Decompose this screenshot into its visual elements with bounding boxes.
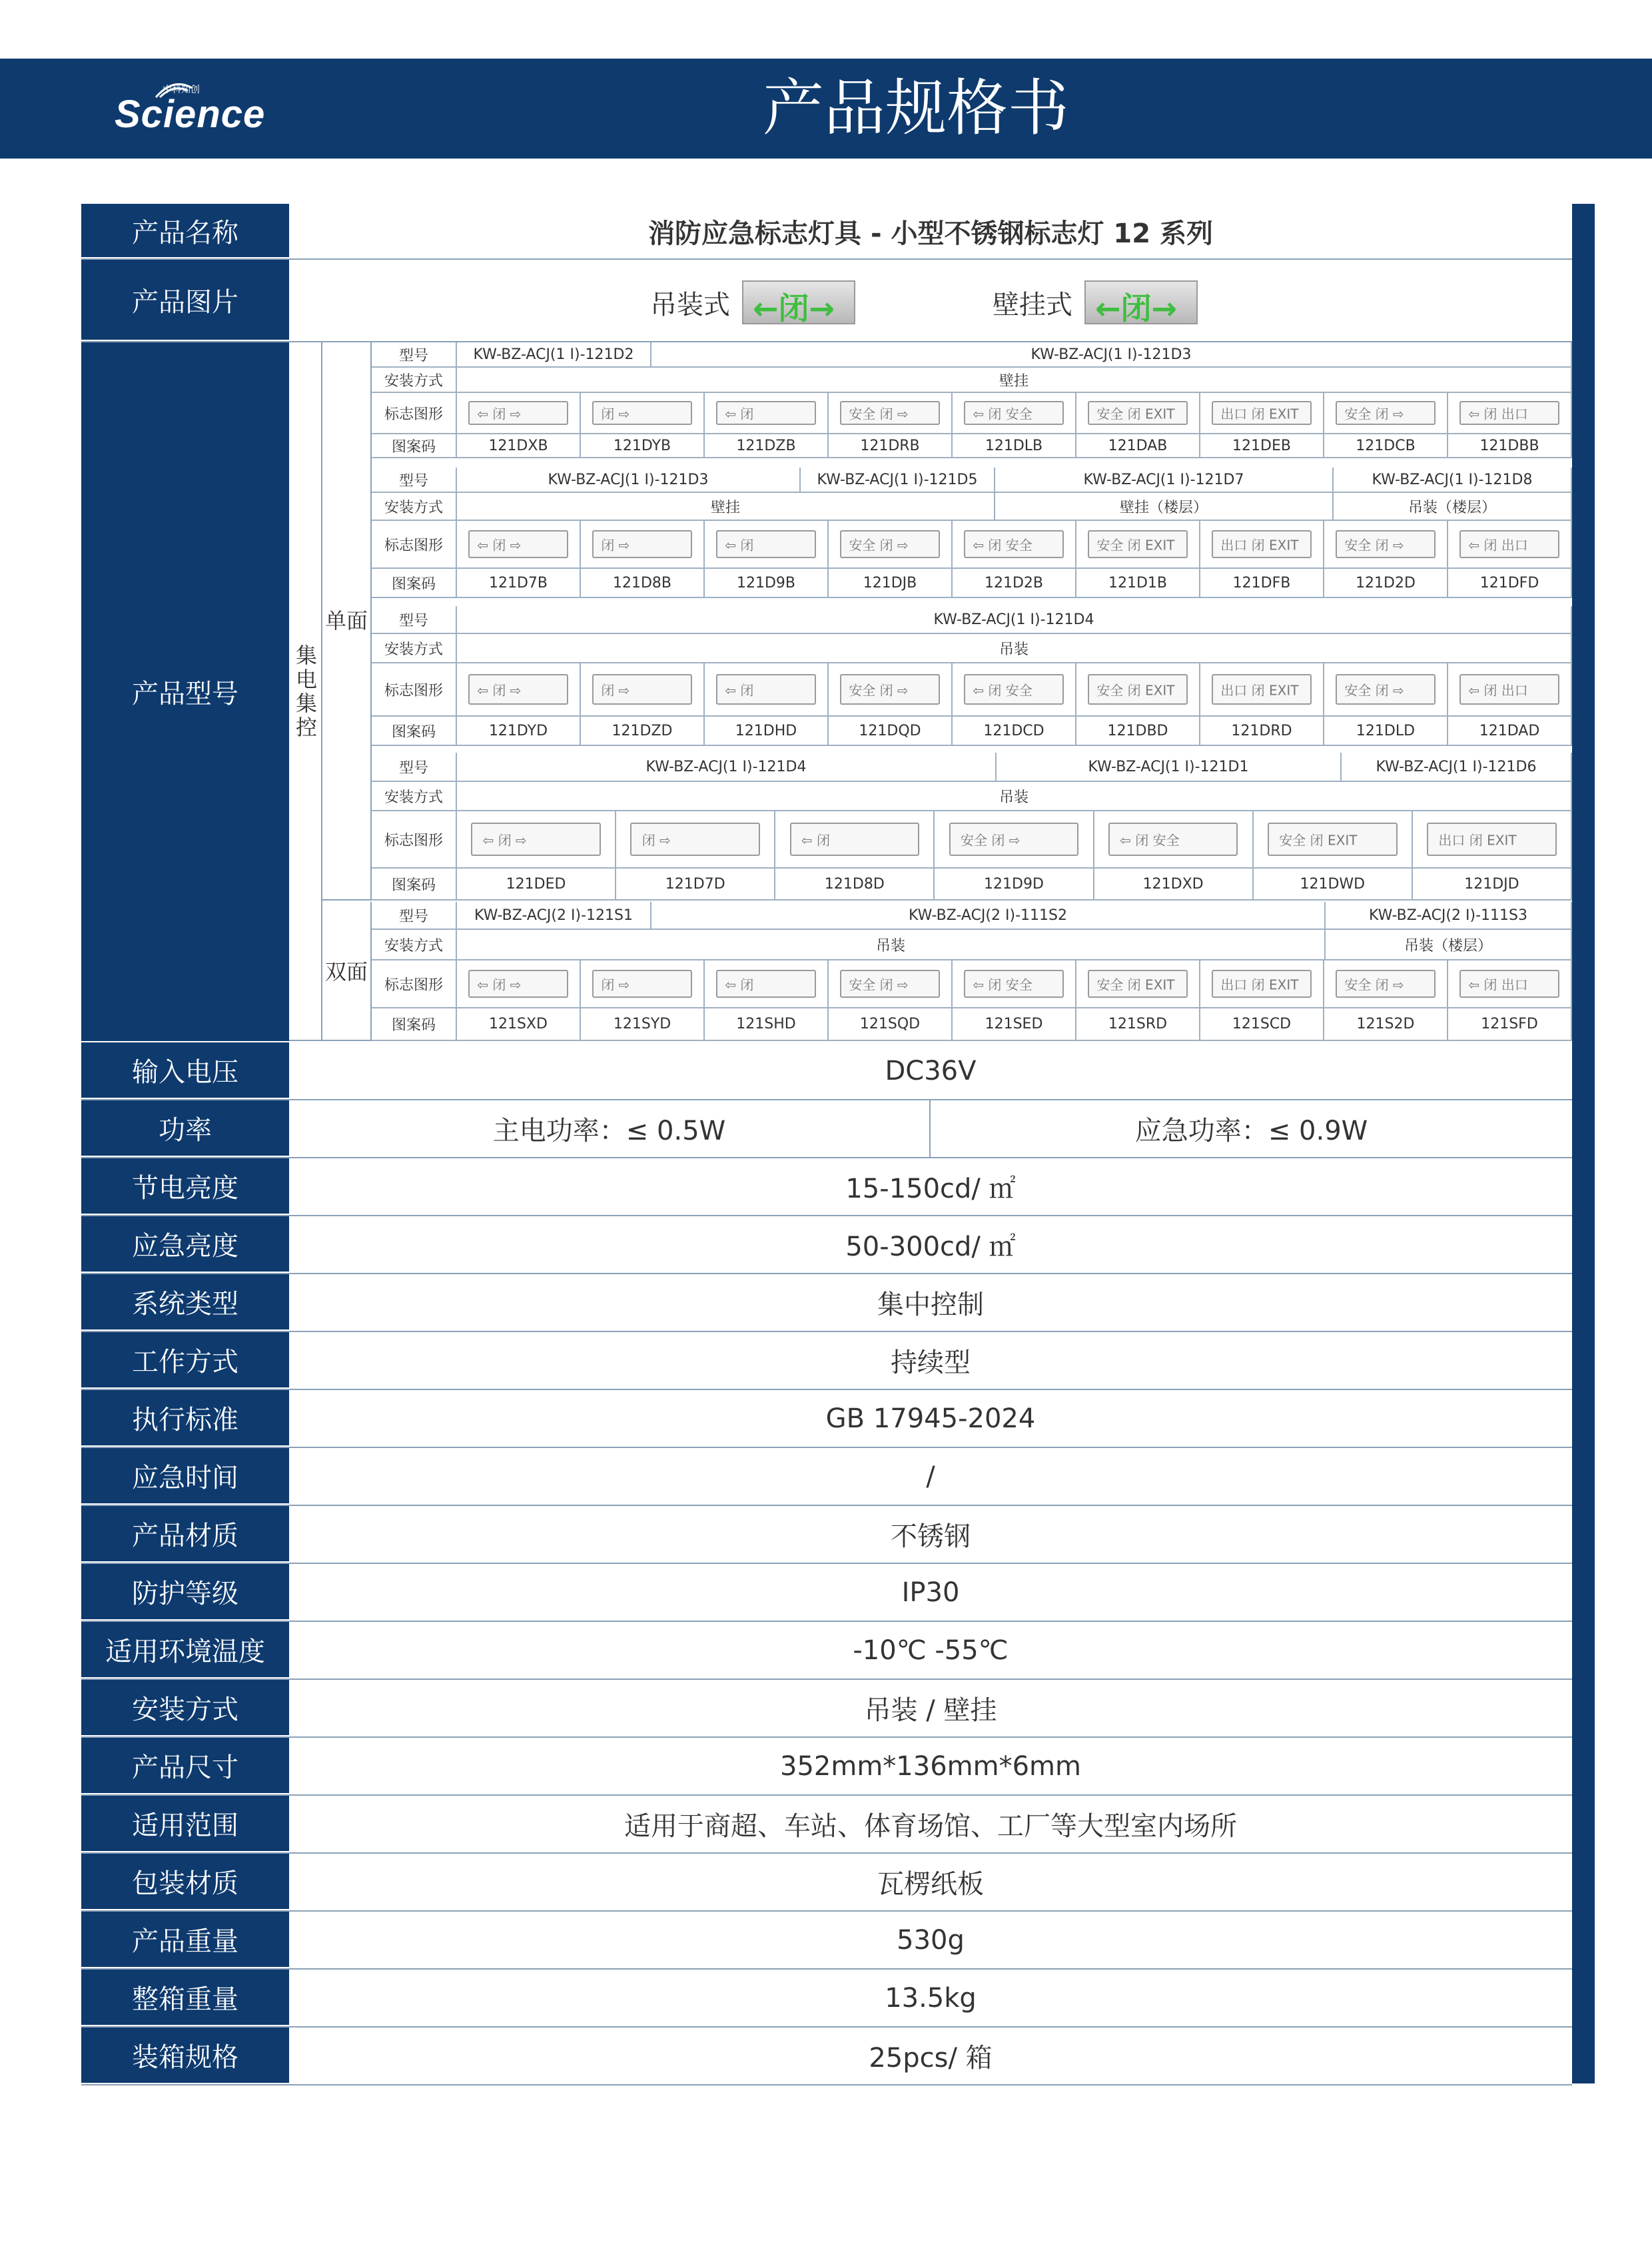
exit-sign-icon: ⇦ 闭	[716, 970, 817, 998]
exit-sign-icon: ⇦ 闭	[790, 823, 919, 856]
side-accent-bar	[1572, 204, 1595, 2083]
exit-sign-icon: 安全 闭 ⇨	[949, 823, 1078, 856]
install-cell: 吊装（楼层）	[1334, 493, 1572, 521]
row-label: 装箱规格	[81, 2028, 289, 2084]
wall-label: 壁挂式	[993, 289, 1072, 320]
pattern-code-cell: 121D7D	[616, 869, 775, 901]
pattern-code-cell: 121SHD	[705, 1008, 829, 1041]
header-model: 型号	[372, 468, 457, 493]
install-cell: 吊装	[457, 782, 1572, 811]
sign-image-cell	[1324, 393, 1448, 434]
header-install: 安装方式	[372, 368, 457, 393]
exit-sign-icon: 闭 ⇨	[592, 674, 693, 705]
exit-sign-icon: 安全 闭 ⇨	[840, 530, 941, 558]
pattern-code-cell: 121DJD	[1413, 869, 1572, 901]
logo-wordmark: Science	[115, 93, 266, 136]
row-label: 产品重量	[81, 1912, 289, 1968]
exit-sign-icon: ⇦ 闭 出口	[1459, 401, 1560, 425]
row-label: 产品名称	[81, 204, 289, 258]
row-label: 包装材质	[81, 1854, 289, 1910]
exit-sign-icon: 安全 闭 ⇨	[840, 674, 941, 705]
exit-sign-icon: ⇦ 闭 安全	[964, 674, 1064, 705]
pattern-code-cell: 121SED	[953, 1008, 1076, 1041]
row-value: 15-150cd/ ㎡	[845, 1174, 1016, 1204]
header-code: 图案码	[372, 1008, 457, 1041]
pattern-code-cell: 121DEB	[1200, 434, 1324, 458]
hanging-picture	[650, 269, 855, 336]
exit-sign-icon: 安全 闭 ⇨	[1336, 530, 1436, 558]
emergency-power-value: 应急功率：≤ 0.9W	[1134, 1116, 1368, 1146]
row-product-name	[81, 204, 1572, 260]
header-sign: 标志图形	[372, 960, 457, 1008]
sign-image-cell	[1324, 521, 1448, 569]
exit-sign-icon: ⇦ 闭 出口	[1459, 970, 1560, 998]
pattern-code-cell: 121SYD	[581, 1008, 705, 1041]
model-cell: KW-BZ-ACJ(1 Ⅰ)-121D3	[651, 342, 1572, 368]
sign-image-cell	[616, 811, 775, 869]
pattern-code-cell: 121DYB	[581, 434, 705, 458]
header-model: 型号	[372, 753, 457, 782]
exit-sign-icon: ⇦ 闭	[716, 530, 817, 558]
install-cell: 壁挂	[457, 493, 995, 521]
exit-sign-icon: 出口 闭 EXIT	[1212, 530, 1312, 558]
pattern-code-cell: 121SRD	[1076, 1008, 1200, 1041]
exit-sign-icon: 安全 闭 ⇨	[1336, 674, 1436, 705]
row-value: 530g	[897, 1924, 965, 1956]
sign-image-cell	[705, 960, 829, 1008]
row-label: 产品尺寸	[81, 1738, 289, 1794]
row-label: 工作方式	[81, 1332, 289, 1389]
main-power-value: 主电功率：≤ 0.5W	[289, 1100, 931, 1157]
pattern-code-cell: 121DBB	[1448, 434, 1572, 458]
row-value: 不锈钢	[891, 1521, 971, 1552]
exit-sign-icon: 安全 闭 EXIT	[1088, 530, 1188, 558]
exit-sign-icon: 安全 闭 EXIT	[1088, 970, 1188, 998]
pattern-code-cell: 121SFD	[1448, 1008, 1572, 1041]
wall-picture	[993, 269, 1198, 336]
logo-cn-text: 中科知创	[163, 85, 200, 95]
header-sign: 标志图形	[372, 663, 457, 717]
sign-image-cell	[457, 393, 581, 434]
model-block-4	[372, 753, 1572, 901]
exit-sign-icon: 出口 闭 EXIT	[1427, 823, 1556, 856]
model-block-1	[372, 342, 1572, 458]
exit-sign-icon: ⇦ 闭	[716, 401, 817, 425]
spec-row	[81, 1912, 1572, 1970]
header-install: 安装方式	[372, 493, 457, 521]
header-banner	[0, 59, 1652, 159]
header-code: 图案码	[372, 434, 457, 458]
pattern-code-cell: 121S2D	[1324, 1008, 1448, 1041]
header-code: 图案码	[372, 717, 457, 746]
sign-image-cell	[1094, 811, 1254, 869]
header-sign: 标志图形	[372, 521, 457, 569]
model-block-2	[372, 468, 1572, 598]
model-cell: KW-BZ-ACJ(1 Ⅰ)-121D5	[801, 468, 995, 493]
install-cell: 壁挂（楼层）	[995, 493, 1334, 521]
spec-row	[81, 1506, 1572, 1564]
model-cell: KW-BZ-ACJ(1 Ⅰ)-121D4	[457, 753, 997, 782]
model-cell: KW-BZ-ACJ(1 Ⅰ)-121D4	[457, 606, 1572, 634]
model-block-5	[372, 902, 1572, 1041]
model-cell: KW-BZ-ACJ(2 Ⅰ)-121S1	[457, 902, 651, 930]
header-code: 图案码	[372, 869, 457, 901]
row-value: 13.5kg	[885, 1982, 977, 2014]
sign-image-cell	[1448, 663, 1572, 717]
exit-sign-icon: 安全 闭 ⇨	[840, 970, 941, 998]
header-model: 型号	[372, 342, 457, 368]
hanging-exit-sign-icon: ←闭→	[742, 280, 855, 324]
spec-row	[81, 2028, 1572, 2085]
sign-image-cell	[457, 521, 581, 569]
wall-exit-sign-icon: ←闭→	[1084, 280, 1198, 324]
row-product-picture	[81, 260, 1572, 342]
single-side-label: 单面	[322, 342, 372, 901]
row-value: GB 17945-2024	[825, 1403, 1036, 1434]
row-label: 产品材质	[81, 1506, 289, 1563]
pattern-code-cell: 121DCD	[953, 717, 1076, 746]
row-value: /	[926, 1461, 935, 1492]
exit-sign-icon: 安全 闭 EXIT	[1268, 823, 1397, 856]
sign-image-cell	[1076, 663, 1200, 717]
exit-sign-icon: ⇦ 闭 出口	[1459, 674, 1560, 705]
exit-sign-icon: 安全 闭 EXIT	[1088, 401, 1188, 425]
header-install: 安装方式	[372, 634, 457, 663]
header-sign: 标志图形	[372, 811, 457, 869]
pattern-code-cell: 121DLD	[1324, 717, 1448, 746]
pattern-code-cell: 121DYD	[457, 717, 581, 746]
exit-sign-icon: 安全 闭 ⇨	[1336, 401, 1436, 425]
sign-image-cell	[457, 960, 581, 1008]
sign-image-cell	[1076, 393, 1200, 434]
sign-image-cell	[705, 393, 829, 434]
pattern-code-cell: 121SCD	[1200, 1008, 1324, 1041]
sign-image-cell	[705, 521, 829, 569]
exit-sign-icon: ⇦ 闭 ⇨	[471, 823, 600, 856]
model-cell: KW-BZ-ACJ(1 Ⅰ)-121D1	[997, 753, 1342, 782]
spec-row	[81, 1738, 1572, 1796]
row-label: 适用环境温度	[81, 1622, 289, 1679]
spec-row	[81, 1216, 1572, 1274]
sign-image-cell	[457, 663, 581, 717]
install-cell: 吊装	[457, 930, 1326, 960]
pattern-code-cell: 121D2D	[1324, 569, 1448, 598]
row-label: 应急亮度	[81, 1216, 289, 1273]
exit-sign-icon: 安全 闭 EXIT	[1088, 674, 1188, 705]
pattern-code-cell: 121DRD	[1200, 717, 1324, 746]
row-value: 25pcs/ 箱	[869, 2043, 993, 2073]
install-cell: 吊装（楼层）	[1326, 930, 1572, 960]
sign-image-cell	[581, 521, 705, 569]
sign-image-cell	[1448, 521, 1572, 569]
spec-row	[81, 1622, 1572, 1680]
spec-row	[81, 1854, 1572, 1912]
pattern-code-cell: 121DHD	[705, 717, 829, 746]
row-power	[81, 1100, 1572, 1158]
exit-sign-icon: ⇦ 闭 ⇨	[468, 530, 569, 558]
header-model: 型号	[372, 902, 457, 930]
row-value: 瓦楞纸板	[877, 1869, 984, 1900]
sign-image-cell	[1324, 960, 1448, 1008]
pattern-code-cell: 121DCB	[1324, 434, 1448, 458]
row-value: -10℃ -55℃	[853, 1635, 1009, 1666]
row-value: 集中控制	[877, 1290, 984, 1320]
pattern-code-cell: 121DZB	[705, 434, 829, 458]
model-cell: KW-BZ-ACJ(1 Ⅰ)-121D6	[1342, 753, 1572, 782]
row-value: 吊装 / 壁挂	[864, 1695, 997, 1726]
exit-sign-icon: 出口 闭 EXIT	[1212, 970, 1312, 998]
spec-row	[81, 1564, 1572, 1622]
spec-row	[81, 1332, 1572, 1390]
pattern-code-cell: 121DQD	[829, 717, 953, 746]
pattern-code-cell: 121SXD	[457, 1008, 581, 1041]
sign-image-cell	[829, 663, 953, 717]
row-label: 执行标准	[81, 1390, 289, 1447]
pattern-code-cell: 121DXD	[1094, 869, 1254, 901]
pattern-code-cell: 121D9B	[705, 569, 829, 598]
row-label: 产品图片	[81, 260, 289, 341]
sign-image-cell	[1076, 960, 1200, 1008]
pattern-code-cell: 121D9D	[935, 869, 1094, 901]
page-title: 产品规格书	[762, 73, 1069, 144]
pattern-code-cell: 121D7B	[457, 569, 581, 598]
sign-image-cell	[457, 811, 616, 869]
install-cell: 吊装	[457, 634, 1572, 663]
row-value: 持续型	[891, 1347, 971, 1378]
pattern-code-cell: 121DZD	[581, 717, 705, 746]
pattern-code-cell: 121DBD	[1076, 717, 1200, 746]
header-code: 图案码	[372, 569, 457, 598]
model-cell: KW-BZ-ACJ(2 Ⅰ)-111S3	[1326, 902, 1572, 930]
sign-image-cell	[953, 393, 1076, 434]
pattern-code-cell: 121SQD	[829, 1008, 953, 1041]
exit-sign-icon: 出口 闭 EXIT	[1212, 674, 1312, 705]
sign-image-cell	[953, 960, 1076, 1008]
exit-sign-icon: ⇦ 闭 安全	[964, 401, 1064, 425]
sign-image-cell	[775, 811, 935, 869]
model-block-3	[372, 606, 1572, 746]
exit-sign-icon: 闭 ⇨	[592, 970, 693, 998]
sign-image-cell	[581, 393, 705, 434]
sign-image-cell	[1076, 521, 1200, 569]
spec-row	[81, 1390, 1572, 1448]
pattern-code-cell: 121DAD	[1448, 717, 1572, 746]
row-label: 系统类型	[81, 1274, 289, 1331]
sign-image-cell	[953, 521, 1076, 569]
pattern-code-cell: 121DRB	[829, 434, 953, 458]
sign-image-cell	[1200, 521, 1324, 569]
exit-sign-icon: 安全 闭 ⇨	[840, 401, 941, 425]
model-cell: KW-BZ-ACJ(2 Ⅰ)-111S2	[651, 902, 1326, 930]
header-sign: 标志图形	[372, 393, 457, 434]
model-cell: KW-BZ-ACJ(1 Ⅰ)-121D2	[457, 342, 651, 368]
exit-sign-icon: 闭 ⇨	[592, 530, 693, 558]
sign-image-cell	[581, 960, 705, 1008]
row-value: 50-300cd/ ㎡	[845, 1232, 1016, 1262]
model-cell: KW-BZ-ACJ(1 Ⅰ)-121D7	[995, 468, 1334, 493]
row-value: DC36V	[885, 1055, 977, 1086]
row-label: 防护等级	[81, 1564, 289, 1621]
pattern-code-cell: 121DXB	[457, 434, 581, 458]
pattern-code-cell: 121DJB	[829, 569, 953, 598]
sign-image-cell	[1200, 393, 1324, 434]
exit-sign-icon: ⇦ 闭 安全	[1108, 823, 1238, 856]
sign-image-cell	[705, 663, 829, 717]
pattern-code-cell: 121DED	[457, 869, 616, 901]
model-cell: KW-BZ-ACJ(1 Ⅰ)-121D3	[457, 468, 801, 493]
group-label: 集电集控	[289, 342, 322, 1041]
exit-sign-icon: ⇦ 闭 ⇨	[468, 970, 569, 998]
hanging-label: 吊装式	[650, 289, 730, 320]
exit-sign-icon: ⇦ 闭	[716, 674, 817, 705]
spec-row	[81, 1448, 1572, 1506]
row-voltage	[81, 1042, 1572, 1100]
install-cell: 壁挂	[457, 368, 1572, 393]
row-value: IP30	[901, 1577, 960, 1608]
row-label: 产品型号	[81, 342, 289, 1042]
sign-image-cell	[935, 811, 1094, 869]
exit-sign-icon: ⇦ 闭 ⇨	[468, 674, 569, 705]
sign-image-cell	[829, 521, 953, 569]
exit-sign-icon: 出口 闭 EXIT	[1212, 401, 1312, 425]
sign-image-cell	[953, 663, 1076, 717]
row-label: 适用范围	[81, 1796, 289, 1852]
pattern-code-cell: 121D2B	[953, 569, 1076, 598]
pattern-code-cell: 121DFD	[1448, 569, 1572, 598]
sign-image-cell	[1448, 393, 1572, 434]
exit-sign-icon: 闭 ⇨	[592, 401, 693, 425]
pattern-code-cell: 121DLB	[953, 434, 1076, 458]
spec-row	[81, 1274, 1572, 1332]
row-value: 352mm*136mm*6mm	[780, 1750, 1081, 1782]
sign-image-cell	[1448, 960, 1572, 1008]
sign-image-cell	[1413, 811, 1572, 869]
sign-image-cell	[829, 393, 953, 434]
sign-image-cell	[829, 960, 953, 1008]
sign-image-cell	[1200, 960, 1324, 1008]
sign-image-cell	[1324, 663, 1448, 717]
header-model: 型号	[372, 606, 457, 634]
exit-sign-icon: ⇦ 闭 安全	[964, 530, 1064, 558]
row-label: 输入电压	[81, 1042, 289, 1099]
row-label: 功率	[81, 1100, 289, 1157]
header-install: 安装方式	[372, 782, 457, 811]
row-label: 安装方式	[81, 1680, 289, 1736]
spec-row	[81, 1796, 1572, 1854]
spec-row	[81, 1680, 1572, 1738]
exit-sign-icon: ⇦ 闭 ⇨	[468, 401, 569, 425]
spec-row	[81, 1970, 1572, 2028]
row-label: 应急时间	[81, 1448, 289, 1505]
spec-row	[81, 1158, 1572, 1216]
exit-sign-icon: 闭 ⇨	[630, 823, 759, 856]
row-value: 消防应急标志灯具 - 小型不锈钢标志灯 12 系列	[648, 218, 1213, 249]
model-cell: KW-BZ-ACJ(1 Ⅰ)-121D8	[1334, 468, 1572, 493]
exit-sign-icon: 安全 闭 ⇨	[1336, 970, 1436, 998]
double-side-label: 双面	[322, 902, 372, 1041]
pattern-code-cell: 121DWD	[1254, 869, 1413, 901]
exit-sign-icon: ⇦ 闭 出口	[1459, 530, 1560, 558]
sign-image-cell	[1200, 663, 1324, 717]
pattern-code-cell: 121D8D	[775, 869, 935, 901]
row-value: 适用于商超、车站、体育场馆、工厂等大型室内场所	[624, 1811, 1237, 1842]
sign-image-cell	[1254, 811, 1413, 869]
pattern-code-cell: 121D1B	[1076, 569, 1200, 598]
sign-image-cell	[581, 663, 705, 717]
row-label: 节电亮度	[81, 1158, 289, 1215]
pattern-code-cell: 121DFB	[1200, 569, 1324, 598]
model-grid	[289, 342, 1572, 1041]
header-install: 安装方式	[372, 930, 457, 960]
row-label: 整箱重量	[81, 1970, 289, 2026]
pattern-code-cell: 121D8B	[581, 569, 705, 598]
pattern-code-cell: 121DAB	[1076, 434, 1200, 458]
exit-sign-icon: ⇦ 闭 安全	[964, 970, 1064, 998]
